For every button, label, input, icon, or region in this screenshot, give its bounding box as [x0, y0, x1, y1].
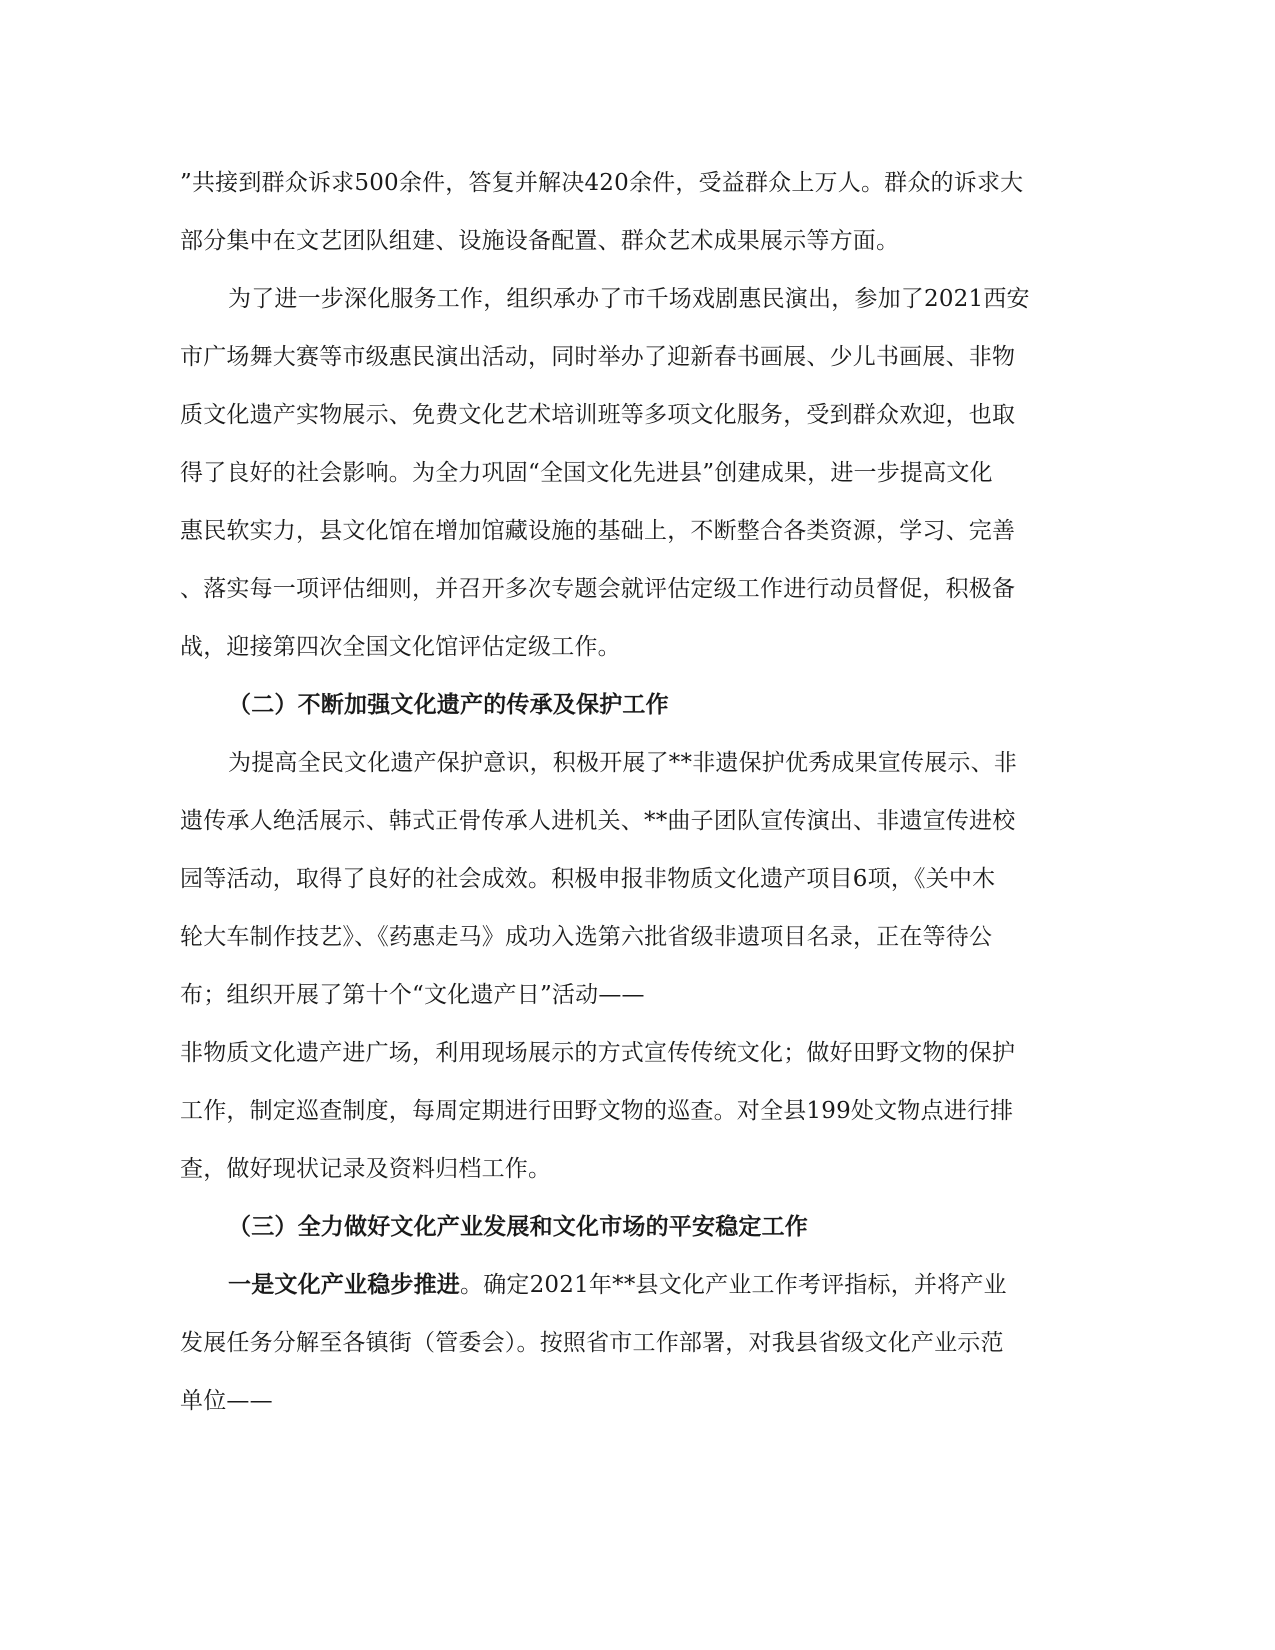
paragraph-line: 布；组织开展了第十个“文化遗产日”活动—— — [180, 982, 645, 1008]
paragraph-line: 遗传承人绝活展示、韩式正骨传承人进机关、**曲子团队宣传演出、非遗宣传进校 — [180, 808, 1016, 834]
bold-lead-phrase: 一是文化产业稳步推进 — [228, 1271, 460, 1298]
paragraph-line: 园等活动，取得了良好的社会成效。积极申报非物质文化遗产项目6项，《关中木 — [180, 866, 996, 892]
paragraph-line: 轮大车制作技艺》、《药惠走马》成功入选第六批省级非遗项目名录，正在等待公 — [180, 924, 993, 950]
paragraph-text: 。确定2021年**县文化产业工作考评指标，并将产业 — [460, 1272, 1007, 1298]
paragraph-line: 单位—— — [180, 1388, 273, 1414]
paragraph-line: 工作，制定巡查制度，每周定期进行田野文物的巡查。对全县199处文物点进行排 — [180, 1098, 1014, 1124]
section-heading: （三）全力做好文化产业发展和文化市场的平安稳定工作 — [228, 1213, 808, 1240]
paragraph-line: 为了进一步深化服务工作，组织承办了市千场戏剧惠民演出，参加了2021西安 — [228, 286, 1030, 312]
paragraph-line: 市广场舞大赛等市级惠民演出活动，同时举办了迎新春书画展、少儿书画展、非物 — [180, 344, 1016, 370]
section-heading: （二）不断加强文化遗产的传承及保护工作 — [228, 691, 669, 718]
paragraph-line: 查，做好现状记录及资料归档工作。 — [180, 1156, 552, 1182]
paragraph-line: 、落实每一项评估细则，并召开多次专题会就评估定级工作进行动员督促，积极备 — [180, 576, 1016, 602]
paragraph-line: 发展任务分解至各镇街（管委会）。按照省市工作部署，对我县省级文化产业示范 — [180, 1330, 1004, 1356]
paragraph-line: 部分集中在文艺团队组建、设施设备配置、群众艺术成果展示等方面。 — [180, 228, 900, 254]
paragraph-line: ”共接到群众诉求500余件，答复并解决420余件，受益群众上万人。群众的诉求大 — [180, 170, 1024, 196]
paragraph-line: 质文化遗产实物展示、免费文化艺术培训班等多项文化服务，受到群众欢迎，也取 — [180, 402, 1016, 428]
paragraph-line: 非物质文化遗产进广场，利用现场展示的方式宣传传统文化；做好田野文物的保护 — [180, 1040, 1016, 1066]
paragraph-line: 为提高全民文化遗产保护意识，积极开展了**非遗保护优秀成果宣传展示、非 — [228, 750, 1017, 776]
paragraph-line: 得了良好的社会影响。为全力巩固“全国文化先进县”创建成果，进一步提高文化 — [180, 460, 993, 486]
paragraph-line: 惠民软实力，县文化馆在增加馆藏设施的基础上，不断整合各类资源，学习、完善 — [180, 518, 1016, 544]
paragraph-line: 战，迎接第四次全国文化馆评估定级工作。 — [180, 634, 621, 660]
paragraph-line — [228, 1270, 1007, 1300]
